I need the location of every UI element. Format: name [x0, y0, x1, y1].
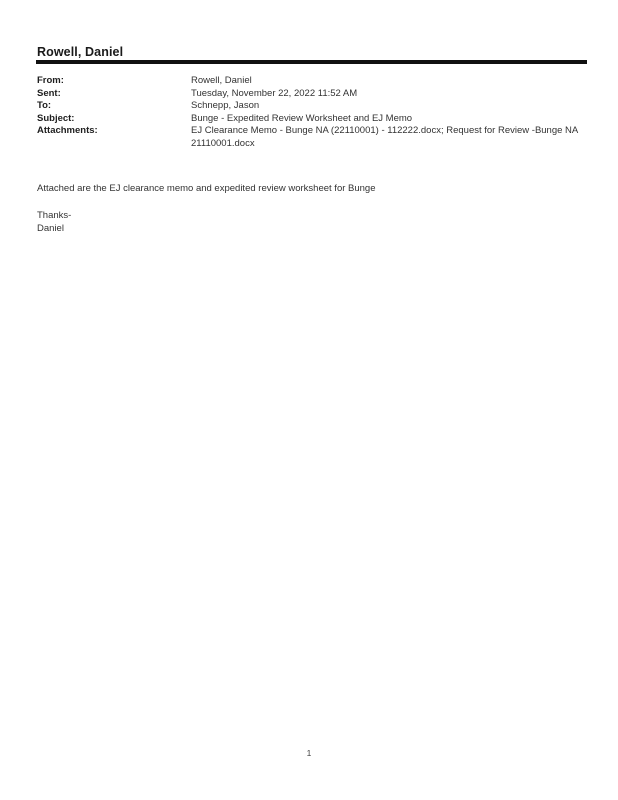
to-label: To:	[37, 100, 52, 112]
email-header-fields	[37, 75, 587, 151]
from-label: From:	[37, 75, 64, 86]
paragraph-spacer	[37, 195, 577, 209]
attachments-row	[37, 125, 587, 150]
body-line-message: Attached are the EJ clearance memo and expedited review worksheet for Bunge	[37, 183, 376, 194]
sender-heading: Rowell, Daniel	[37, 45, 124, 59]
attachments-label: Attachments:	[37, 125, 98, 137]
subject-label: Subject:	[37, 112, 75, 124]
body-line-signature: Daniel	[37, 223, 64, 234]
from-row	[37, 75, 587, 88]
from-value: Rowell, Daniel	[191, 75, 252, 86]
page-number: 1	[306, 748, 312, 758]
subject-row	[37, 113, 587, 126]
to-value: Schnepp, Jason	[191, 100, 260, 112]
email-body	[37, 182, 577, 235]
to-row	[37, 100, 587, 113]
attachments-value: EJ Clearance Memo - Bunge NA (22110001) - 112222.docx; Request for Review -Bunge NA 21110001.docx	[191, 125, 578, 149]
heading-divider	[36, 60, 587, 64]
sent-value: Tuesday, November 22, 2022 11:52 AM	[191, 87, 358, 99]
body-line-thanks: Thanks-	[37, 210, 72, 221]
subject-value: Bunge - Expedited Review Worksheet and EJ Memo	[191, 112, 413, 124]
sent-label: Sent:	[37, 87, 61, 99]
sent-row	[37, 88, 587, 101]
